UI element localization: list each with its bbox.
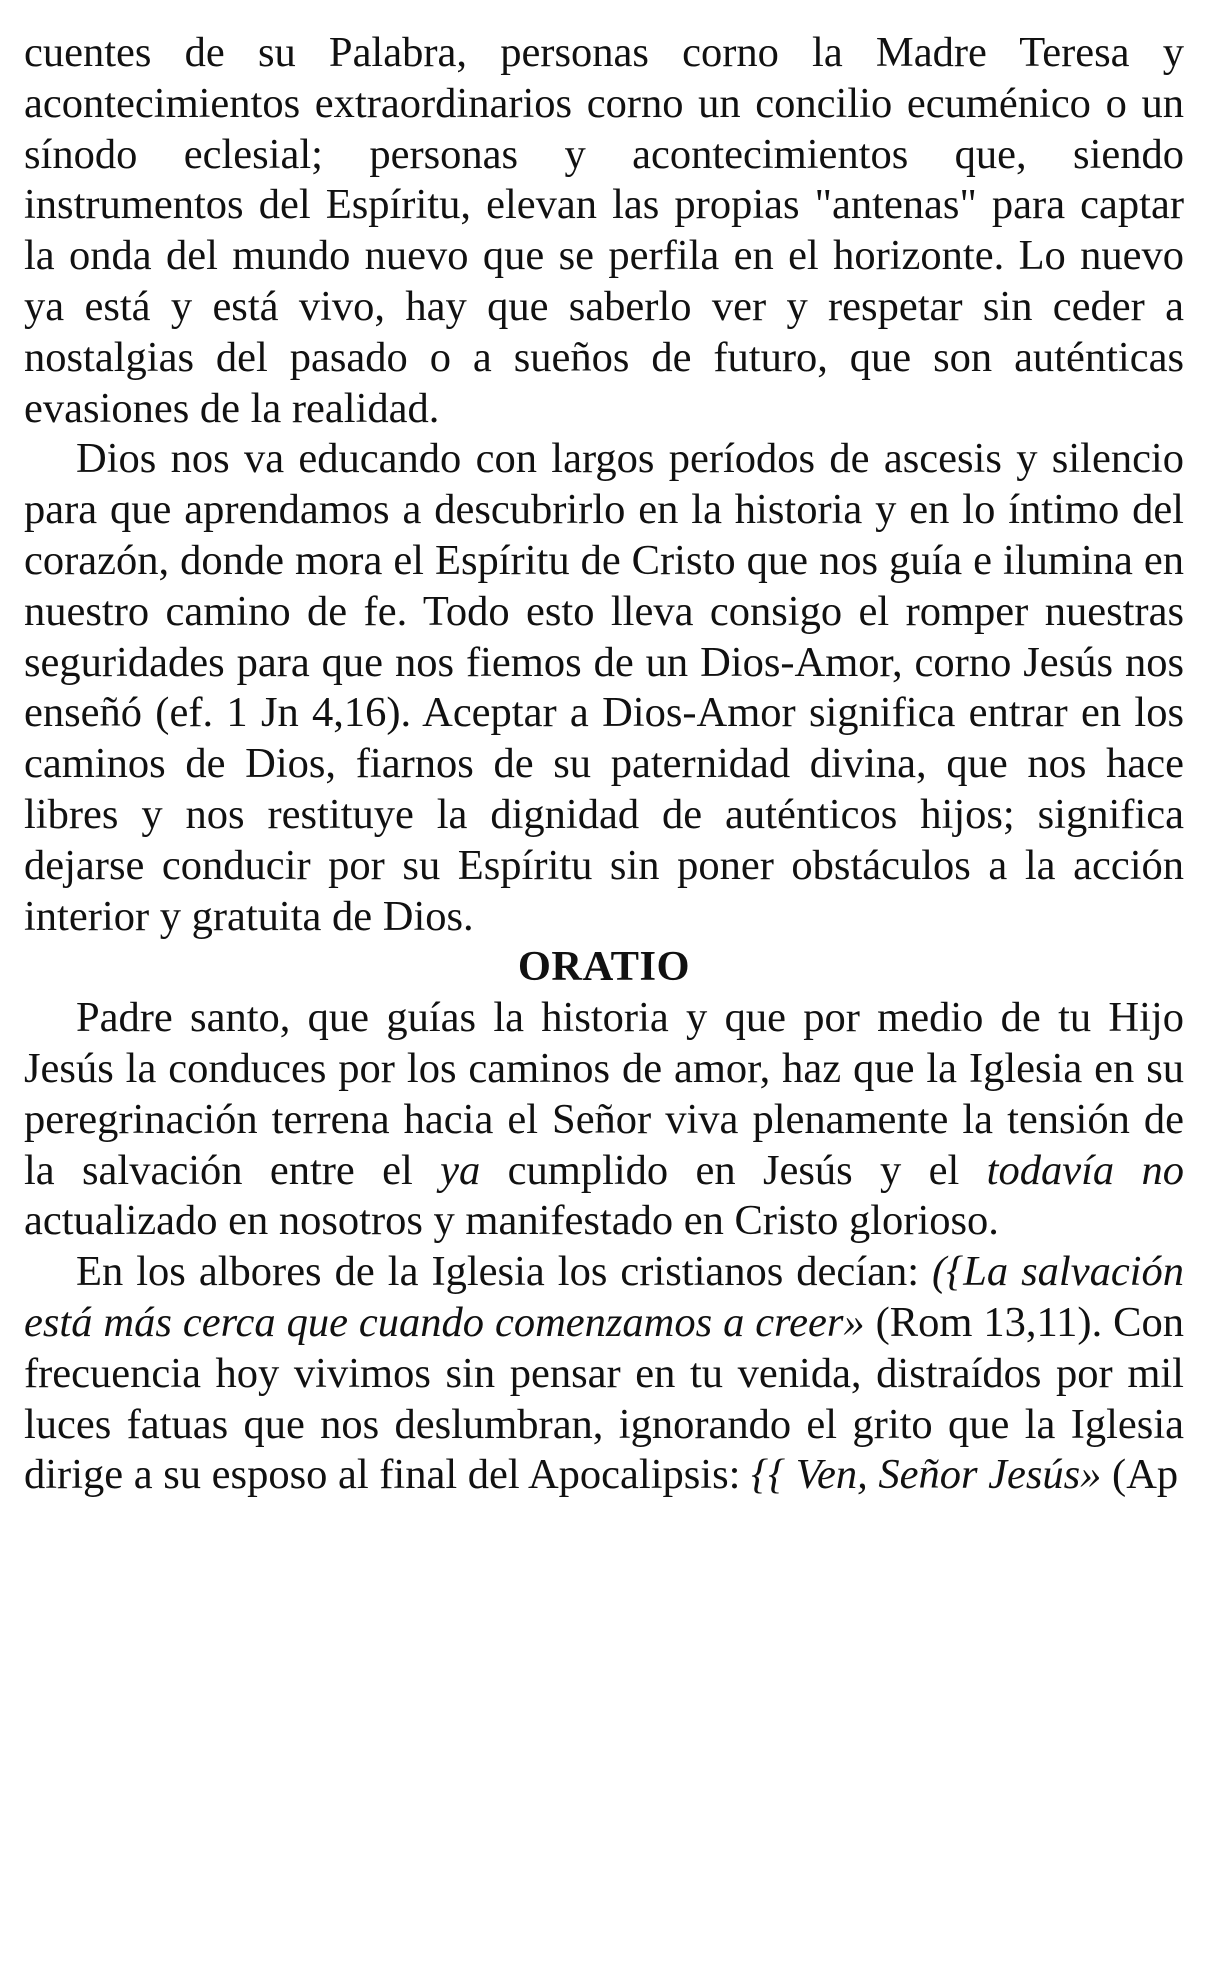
oratio-p2-text-a: En los albores de la Iglesia los cristianos decían: xyxy=(76,1248,933,1296)
oratio-p2-text-c: (Ap xyxy=(1101,1451,1179,1499)
oratio-p2-quote-2: {{ Ven, Señor Jesús» xyxy=(751,1451,1102,1499)
oratio-p1-text-c: actualizado en nosotros y manifestado en Cristo glorioso. xyxy=(24,1197,999,1245)
lectio-paragraph-2: Dios nos va educando con largos períodos de ascesis y silencio para que aprendamos a descubrirlo en la historia y en lo íntimo del corazón, donde mora el Espíritu de Cristo que nos guía e ilumina en nuestro camino de fe. Todo esto lleva consigo el romper nuestras seguridades para que nos fiemos de un Dios-Amor, corno Jesús nos enseñó (ef. 1 Jn 4,16). Aceptar a Dios-Amor significa entrar en los caminos de Dios, fiarnos de su paternidad divina, que nos hace libres y nos restituye la dignidad de auténticos hijos; significa dejarse conducir por su Espíritu sin poner obstáculos a la acción interior y gratuita de Dios. xyxy=(24,435,1184,940)
section-heading: ORATIO xyxy=(517,943,691,991)
oratio-paragraph-1 xyxy=(24,993,1184,1247)
oratio-p1-italic-ya: ya xyxy=(440,1146,481,1194)
lectio-paragraph-1: cuentes de su Palabra, personas corno la Madre Teresa y acontecimientos extraordinarios corno un concilio ecuménico o un sínodo eclesial; personas y acontecimientos que, siendo instrumentos del Espíritu, elevan las propias "antenas" para captar la onda del mundo nuevo que se perfila en el horizonte. Lo nuevo ya está y está vivo, hay que saberlo ver y respetar sin ceder a nostalgias del pasado o a sueños de futuro, que son auténticas evasiones de la realidad. xyxy=(24,29,1184,432)
oratio-p2-text-b: (Rom 13,11). Con frecuencia hoy vivimos sin pensar en tu venida, distraídos por mil luces fatuas que nos deslumbran, ignorando el grito que la Iglesia dirige a su esposo al final del Apocalipsis: xyxy=(24,1298,1184,1499)
oratio-p1-italic-todavia: todavía no xyxy=(986,1146,1184,1194)
oratio-p1-text-a: Padre santo, que guías la historia y que por medio de tu Hijo Jesús la conduces por los caminos de amor, haz que la Iglesia en su peregrinación terrena hacia el Señor viva plenamente la tensión de la salvación entre el xyxy=(24,994,1184,1194)
document-page xyxy=(24,28,1184,1501)
oratio-paragraph-2 xyxy=(24,1247,1184,1501)
oratio-p1-text-b: cumplido en Jesús y el xyxy=(480,1146,987,1194)
oratio-p2-quote-1: ({La salvación está más cerca que cuando comenzamos a creer» xyxy=(24,1248,1184,1346)
